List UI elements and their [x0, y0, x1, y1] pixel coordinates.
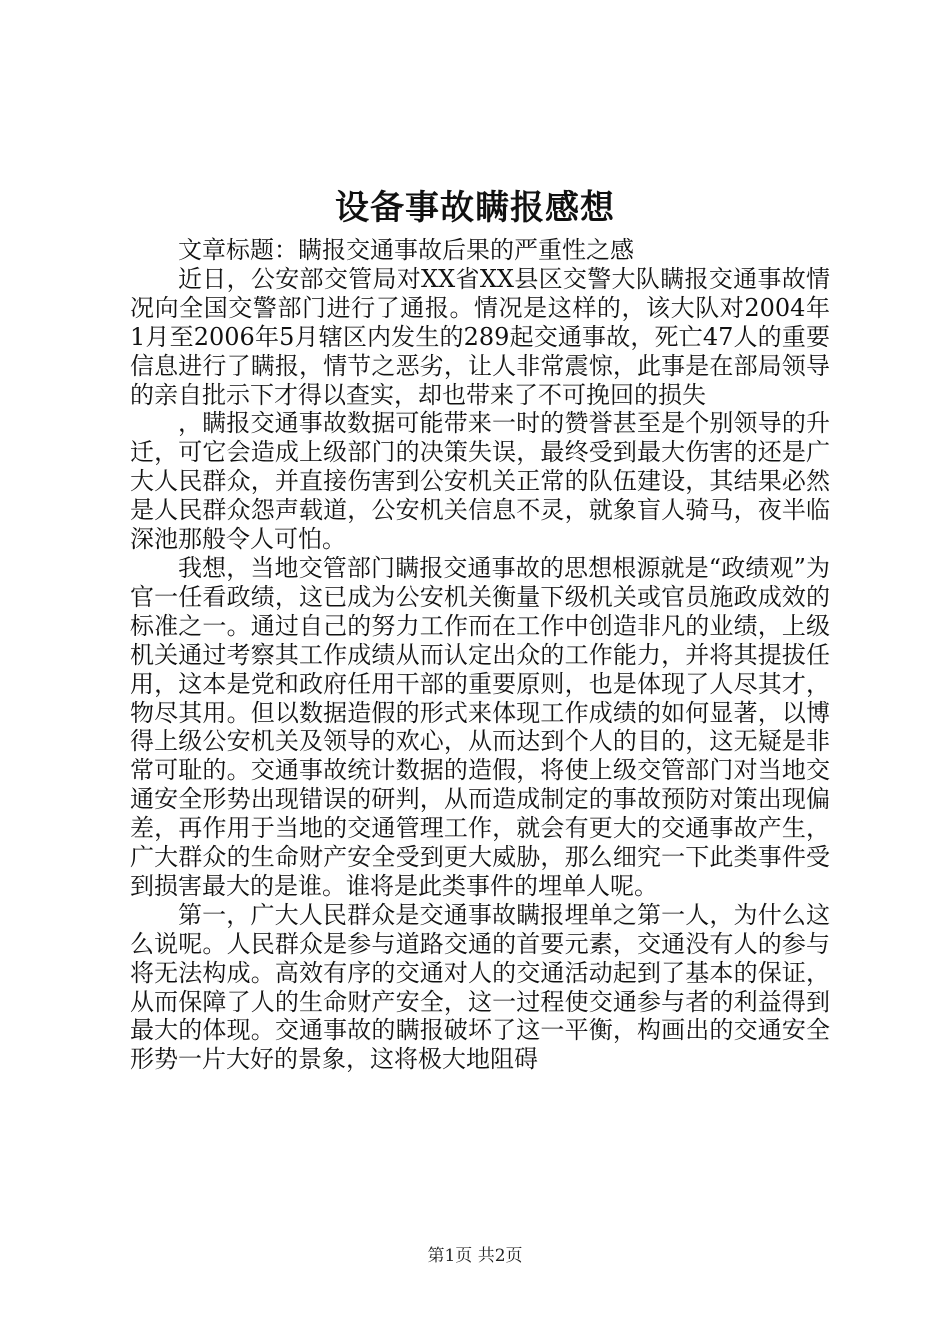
document-title: 设备事故瞒报感想 — [335, 188, 615, 228]
paragraph-4: 第一，广大人民群众是交通事故瞒报埋单之第一人，为什么这么说呢。人民群众是参与道路交通的首要元素，交通没有人的参与将无法构成。高效有序的交通对人的交通活动起到了基本的保证，从而保障了人的生命财产安全，这一过程使交通参与者的利益得到最大的体现。交通事故的瞒报破坏了这一平衡，构画出的交通安全形势一片大好的景象，这将极大地阻碍 — [130, 900, 830, 1074]
paragraph-article-title: 文章标题：瞒报交通事故后果的严重性之感 — [178, 236, 634, 264]
document-body — [130, 236, 830, 1074]
page-number-footer: 第1页 共2页 — [427, 1246, 523, 1266]
paragraph-3: 我想，当地交管部门瞒报交通事故的思想根源就是“政绩观”为官一任看政绩，这已成为公安机关衡量下级机关或官员施政成效的标准之一。通过自己的努力工作而在工作中创造非凡的业绩，上级机关通过考察其工作成绩从而认定出众的工作能力，并将其提拔任用，这本是党和政府任用干部的重要原则，也是体现了人尽其才，物尽其用。但以数据造假的形式来体现工作成绩的如何显著，以博得上级公安机关及领导的欢心，从而达到个人的目的，这无疑是非常可耻的。交通事故统计数据的造假，将使上级交管部门对当地交通安全形势出现错误的研判，从而造成制定的事故预防对策出现偏差，再作用于当地的交通管理工作，就会有更大的交通事故产生，广大群众的生命财产安全受到更大威胁，那么细究一下此类事件受到损害最大的是谁。谁将是此类事件的埋单人呢。 — [130, 553, 830, 900]
paragraph-2: ，瞒报交通事故数据可能带来一时的赞誉甚至是个别领导的升迁，可它会造成上级部门的决策失误，最终受到最大伤害的还是广大人民群众，并直接伤害到公安机关正常的队伍建设，其结果必然是人民群众怨声载道，公安机关信息不灵，就象盲人骑马，夜半临深池那般令人可怕。 — [130, 409, 830, 554]
paragraph-1: 近日，公安部交管局对XX省XX县区交警大队瞒报交通事故情况向全国交警部门进行了通报。情况是这样的，该大队对2004年1月至2006年5月辖区内发生的289起交通事故，死亡47人的重要信息进行了瞒报，情节之恶劣，让人非常震惊，此事是在部局领导的亲自批示下才得以查实，却也带来了不可挽回的损失 — [130, 264, 830, 409]
